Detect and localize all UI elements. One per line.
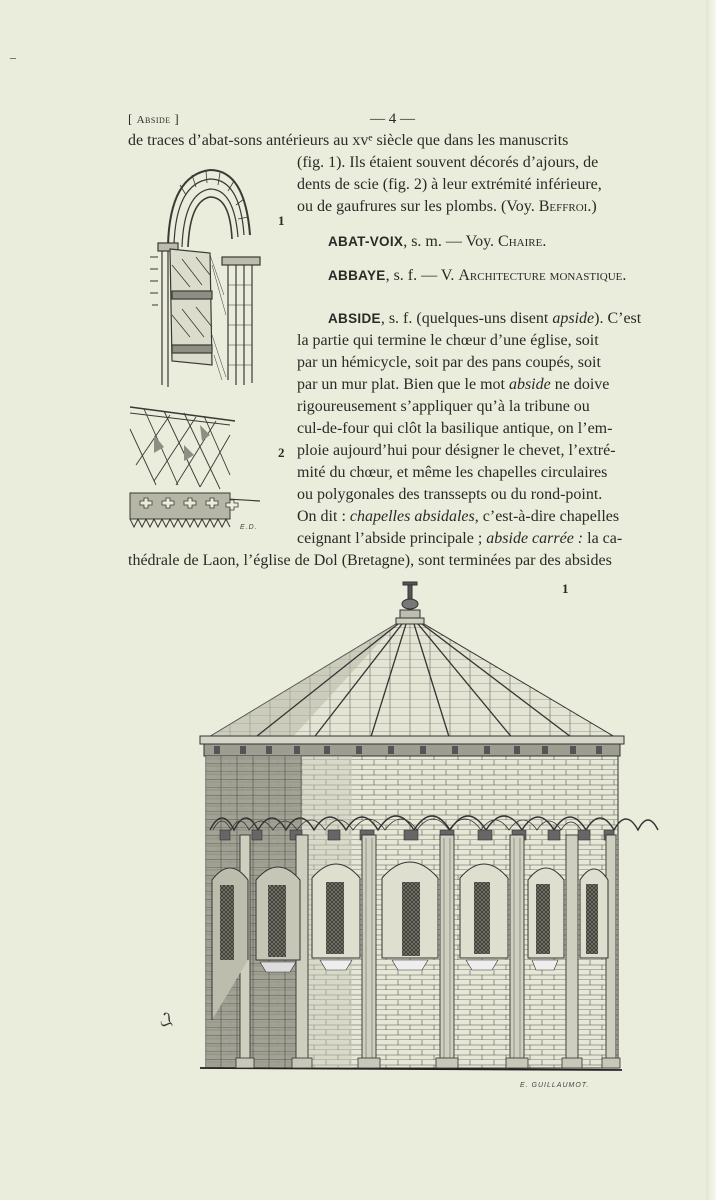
page-edge <box>706 0 716 1200</box>
paper-speck <box>10 58 16 59</box>
headword: ABBAYE <box>328 268 386 283</box>
cross-ref-architecture-monastique[interactable]: Architecture monastique <box>458 267 623 284</box>
monogram: ℒ <box>160 1010 173 1030</box>
cross-ref-beffroi[interactable]: Beffroi <box>538 198 588 215</box>
large-figure-label: 1 <box>562 581 569 596</box>
text-span: ). C’est <box>594 310 642 327</box>
entry-abbaye <box>328 265 626 287</box>
text-line: par un hémicycle, soit par des pans coupés, soit <box>297 354 601 371</box>
text-span: ne doive <box>550 376 610 393</box>
text-span: On dit : <box>297 508 350 525</box>
apse-illustration <box>200 580 625 1078</box>
grammar: , s. m. — Voy. <box>403 233 499 250</box>
text-span: ou de gaufrures sur les plombs. (Voy. <box>297 198 539 215</box>
text-line: dents de scie (fig. 2) à leur extrémité inférieure, <box>297 176 602 193</box>
text-span: .) <box>587 198 597 215</box>
italic-term: abside carrée : <box>486 530 584 547</box>
cross-ref-chaire[interactable]: Chaire <box>498 233 543 250</box>
text-line <box>297 528 622 550</box>
text-line: (fig. 1). Ils étaient souvent décorés d’ajours, de <box>297 154 599 171</box>
figure-2-label: 2 <box>278 445 285 460</box>
text-line <box>328 308 641 330</box>
text-span: par un mur plat. Bien que le mot <box>297 376 509 393</box>
headword: ABAT-VOIX <box>328 234 404 249</box>
text-line: thédrale de Laon, l’église de Dol (Bretagne), sont terminées par des absides <box>128 552 612 569</box>
italic-term: chapelles absidales <box>349 508 475 525</box>
figure-2-sawtooth-illustration <box>130 405 280 530</box>
entry-abat-voix <box>328 231 546 253</box>
figure-1-label: 1 <box>278 213 285 228</box>
punct: . <box>622 267 627 284</box>
text-span: la ca- <box>583 530 623 547</box>
figure-2-signature: E.D. <box>240 524 258 531</box>
grammar: , s. f. — V. <box>385 267 459 284</box>
italic-term: abside <box>508 376 551 393</box>
text-span: ceignant l’abside principale ; <box>297 530 487 547</box>
text-line: ploie aujourd’hui pour désigner le chevet, l’extré- <box>297 442 616 459</box>
text-line <box>297 374 609 396</box>
section-name: Abside <box>136 114 171 126</box>
text-line: rigoureusement s’appliquer qu’à la tribune ou <box>297 398 590 415</box>
page-number: — 4 — <box>370 111 415 127</box>
text-span: , s. f. (quelques-uns disent <box>380 310 553 327</box>
headword: ABSIDE <box>328 311 381 326</box>
text-line: cul-de-four qui clôt la basilique antique, on l’em- <box>297 420 613 437</box>
punct: . <box>542 233 547 250</box>
text-line: de traces d’abat-sons antérieurs au xvᵉ siècle que dans les manuscrits <box>128 132 569 149</box>
text-line: la partie qui termine le chœur d’une église, soit <box>297 332 599 349</box>
figure-1-arch-illustration <box>150 165 270 390</box>
text-line: mité du chœur, et même les chapelles circulaires <box>297 464 608 481</box>
text-line <box>297 506 619 528</box>
section-title: [ Abside ] <box>128 111 180 126</box>
text-span: , c’est-à-dire chapelles <box>474 508 620 525</box>
text-line: ou polygonales des transsepts ou du rond-point. <box>297 486 603 503</box>
text-line <box>297 196 597 218</box>
finial <box>396 582 424 624</box>
italic-term: apside <box>552 310 595 327</box>
engraver-signature: E. GUILLAUMOT. <box>520 1082 590 1089</box>
